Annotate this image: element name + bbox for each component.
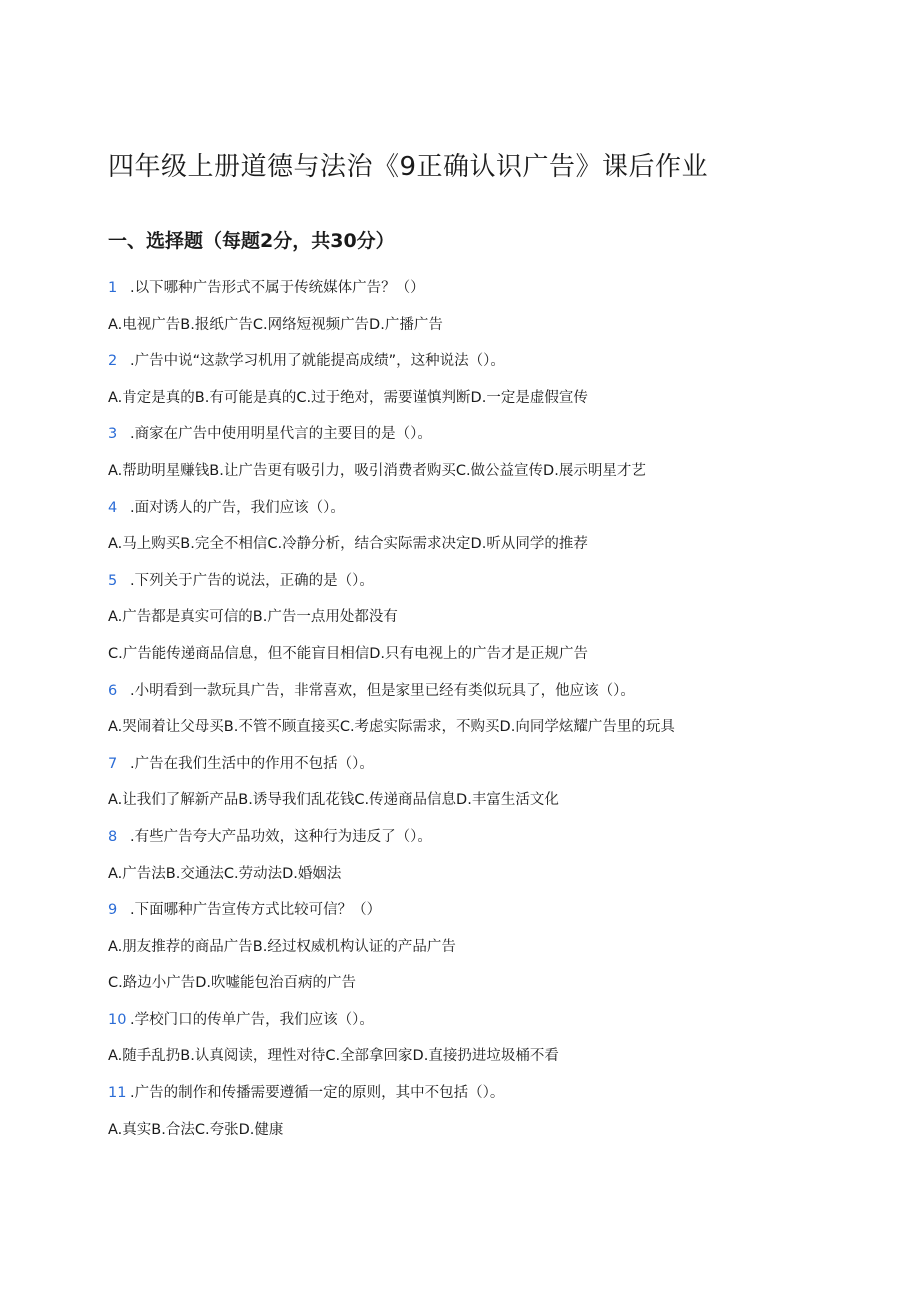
answer-options: C.广告能传递商品信息，但不能盲目相信D.只有电视上的广告才是正规广告 — [108, 645, 589, 662]
section-heading: 一、选择题（每题2分，共30分） — [108, 230, 395, 252]
answer-options: A.广告法B.交通法C.劳动法D.婚姻法 — [108, 865, 342, 882]
question-number: 10 — [108, 1011, 127, 1028]
question-number: 2 — [108, 353, 118, 370]
answer-options: A.肯定是真的B.有可能是真的C.过于绝对，需要谨慎判断D.一定是虚假宣传 — [108, 389, 588, 406]
question-text: .下面哪种广告宣传方式比较可信？（） — [130, 902, 382, 919]
answer-options: A.随手乱扔B.认真阅读，理性对待C.全部拿回家D.直接扔进垃圾桶不看 — [108, 1048, 559, 1065]
question-number: 3 — [108, 426, 118, 443]
question-stem — [108, 497, 828, 534]
question-number: 1 — [108, 280, 118, 296]
question-text: .广告在我们生活中的作用不包括（）。 — [130, 755, 374, 772]
question-number: 11 — [108, 1085, 127, 1102]
question-text: .小明看到一款玩具广告，非常喜欢，但是家里已经有类似玩具了，他应该（）。 — [130, 682, 635, 699]
question-text: .商家在广告中使用明星代言的主要目的是（）。 — [130, 426, 432, 443]
answer-options: A.朋友推荐的商品广告B.经过权威机构认证的产品广告 — [108, 938, 456, 955]
question-stem — [108, 1009, 828, 1046]
question-stem — [108, 826, 828, 863]
question-text: .有些广告夸大产品功效，这种行为违反了（）。 — [130, 828, 432, 845]
answer-options: A.帮助明星赚钱B.让广告更有吸引力，吸引消费者购买C.做公益宣传D.展示明星才艺 — [108, 462, 646, 479]
answer-options: A.真实B.合法C.夸张D.健康 — [108, 1121, 284, 1138]
answer-options: A.电视广告B.报纸广告C.网络短视频广告D.广播广告 — [108, 316, 443, 333]
question-stem — [108, 680, 828, 717]
question-stem — [108, 1082, 828, 1119]
question-text: .下列关于广告的说法，正确的是（）。 — [130, 572, 374, 589]
answer-options: A.哭闹着让父母买B.不管不顾直接买C.考虑实际需求，不购买D.向同学炫耀广告里的玩具 — [108, 719, 675, 736]
question-text: .广告中说“这款学习机用了就能提高成绩”，这种说法（）。 — [130, 353, 505, 370]
answer-options: C.路边小广告D.吹嘘能包治百病的广告 — [108, 975, 357, 992]
question-text: .广告的制作和传播需要遵循一定的原则，其中不包括（）。 — [130, 1085, 505, 1102]
question-text: .以下哪种广告形式不属于传统媒体广告？（） — [130, 280, 425, 296]
question-number: 8 — [108, 828, 118, 845]
question-stem — [108, 899, 828, 936]
question-stem — [108, 753, 828, 790]
question-stem — [108, 350, 828, 387]
answer-options: A.广告都是真实可信的B.广告一点用处都没有 — [108, 609, 398, 626]
question-stem — [108, 570, 828, 607]
answer-options: A.让我们了解新产品B.诱导我们乱花钱C.传递商品信息D.丰富生活文化 — [108, 792, 559, 809]
question-number: 9 — [108, 902, 118, 919]
question-number: 5 — [108, 572, 118, 589]
question-text: .学校门口的传单广告，我们应该（）。 — [130, 1011, 374, 1028]
question-number: 6 — [108, 682, 118, 699]
document-title: 四年级上册道德与法治《9正确认识广告》课后作业 — [108, 152, 709, 182]
question-text: .面对诱人的广告，我们应该（）。 — [130, 499, 345, 516]
question-stem — [108, 423, 828, 460]
question-number: 7 — [108, 755, 118, 772]
answer-options: A.马上购买B.完全不相信C.冷静分析，结合实际需求决定D.听从同学的推荐 — [108, 536, 588, 553]
question-stem — [108, 277, 828, 314]
question-list — [108, 277, 828, 1155]
question-number: 4 — [108, 499, 118, 516]
